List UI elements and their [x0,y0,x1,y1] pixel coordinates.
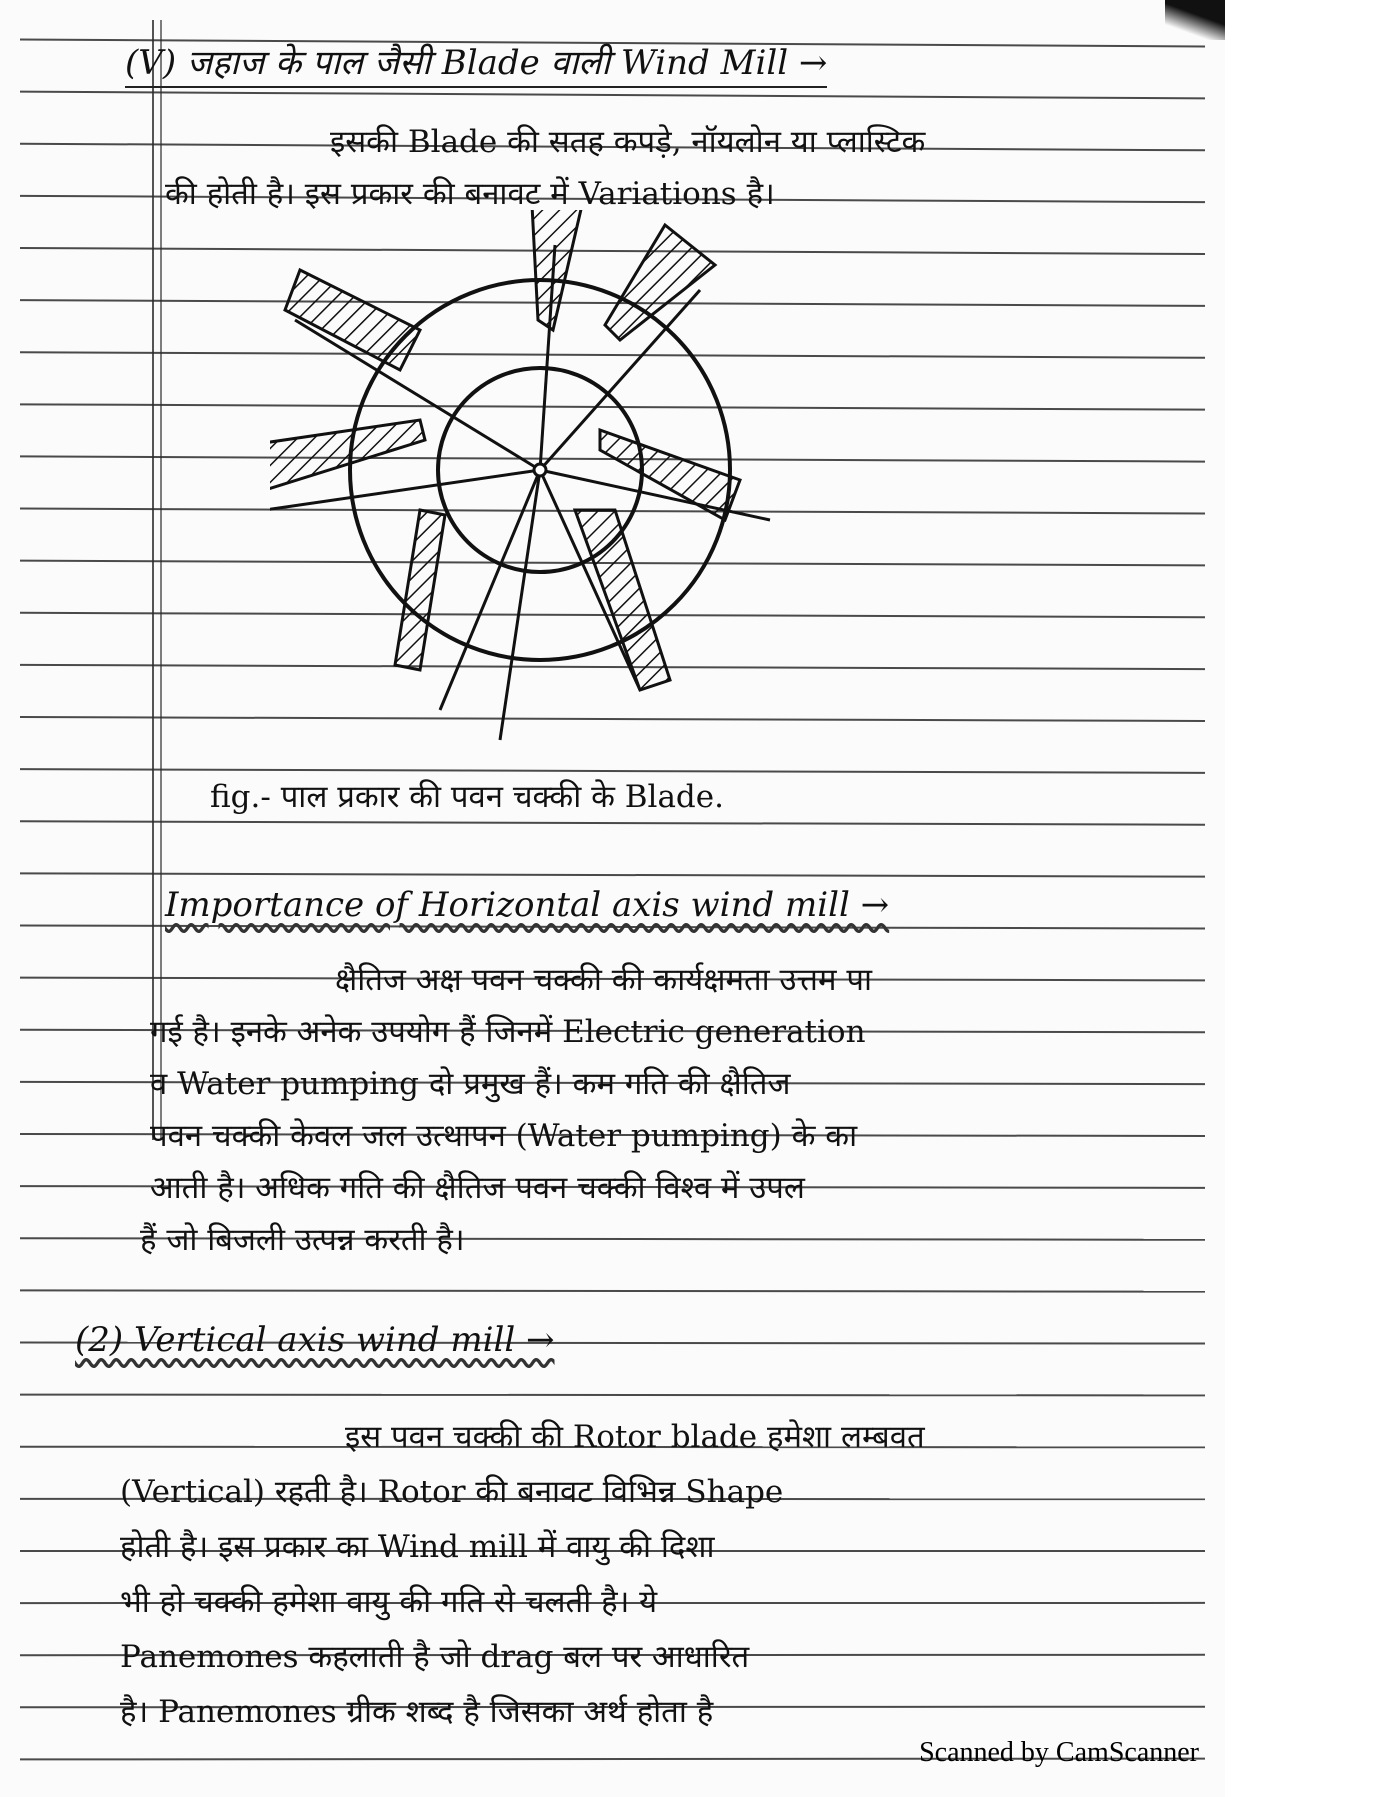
vertical-line-6: है। Panemones ग्रीक शब्द है जिसका अर्थ होता है [120,1694,714,1730]
importance-line-2: गई है। इनके अनेक उपयोग हैं जिनमें Electric generation [150,1014,866,1050]
vertical-line-4: भी हो चक्की हमेशा वायु की गति से चलती है। ये [120,1584,658,1620]
ruled-line [20,768,1205,774]
hub [534,464,546,476]
ruled-line [20,820,1205,825]
importance-line-3: व Water pumping दो प्रमुख हैं। कम गति की क्षैतिज [150,1066,791,1102]
margin-line-inner [160,20,162,1140]
blade-top [532,210,582,330]
vertical-line-1: इस पवन चक्की की Rotor blade हमेशा लम्बवत [345,1419,925,1455]
scanner-watermark: Scanned by CamScanner [919,1737,1199,1768]
ruled-line [20,872,1205,877]
blade-left [270,420,425,490]
ruled-line [20,91,1205,100]
sail-windmill-diagram [270,210,830,750]
importance-line-4: पवन चक्की केवल जल उत्थापन (Water pumping) के का [150,1118,858,1154]
margin-line [152,20,154,1140]
importance-heading: Importance of Horizontal axis wind mill → [165,885,890,925]
importance-line-5: आती है। अधिक गति की क्षैतिज पवन चक्की विश्व में उपल [150,1170,805,1206]
section-v-line-1: इसकी Blade की सतह कपड़े, नॉयलोन या प्लास्टिक [330,124,926,160]
ruled-line [20,1289,1205,1292]
figure-caption: fig.- पाल प्रकार की पवन चक्की के Blade. [210,779,724,815]
importance-line-1: क्षैतिज अक्ष पवन चक्की की कार्यक्षमता उत्तम पा [335,962,872,998]
section-v-heading: (V) जहाज के पाल जैसी Blade वाली Wind Mill → [125,38,827,88]
ruled-line [20,1394,1205,1397]
importance-line-6: हैं जो बिजली उत्पन्न करती है। [140,1222,465,1258]
ruled-line [20,925,1205,930]
blade-bottom-left [395,510,445,670]
vertical-line-2: (Vertical) रहती है। Rotor की बनावट विभिन्न Shape [120,1474,784,1510]
vertical-line-5: Panemones कहलाती है जो drag बल पर आधारित [120,1639,750,1675]
blade-bottom-right [575,510,670,690]
blade-right [600,430,740,520]
vertical-line-3: होती है। इस प्रकार का Wind mill में वायु की दिशा [120,1529,715,1565]
section-v-line-2: की होती है। इस प्रकार की बनावट में Variations है। [165,176,775,212]
vertical-heading: (2) Vertical axis wind mill → [75,1320,555,1360]
